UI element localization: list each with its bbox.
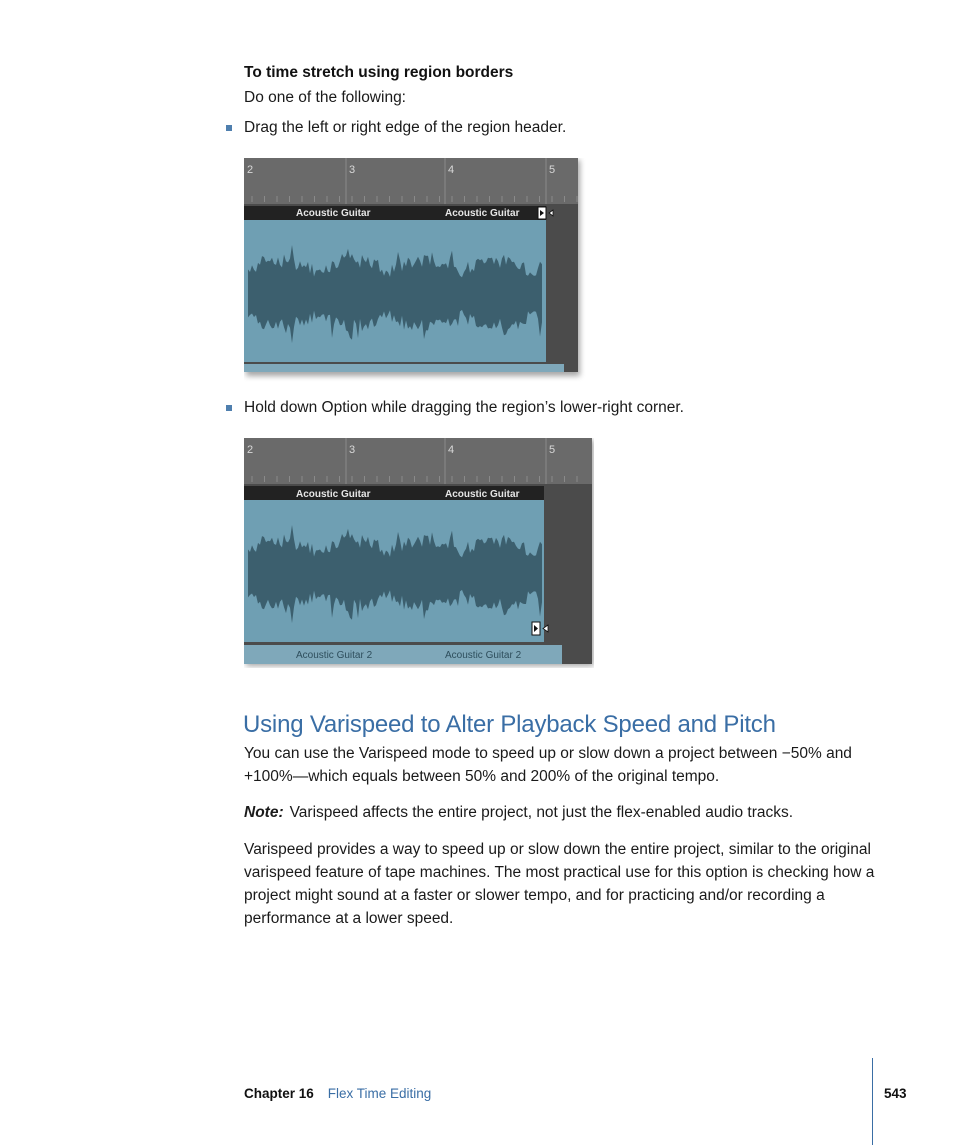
procedure-title: To time stretch using region borders bbox=[244, 64, 514, 81]
bullet-text: Hold down Option while dragging the region’s lower-right corner. bbox=[244, 399, 684, 416]
body-paragraph: Varispeed provides a way to speed up or slow down the entire project, similar to the original varispeed feature of tape machines. The most practical use for this option is checking how a project might sound at a faster or slower tempo, and for practicing and/or recording a performance at a lower speed. bbox=[244, 841, 875, 927]
ruler-mark: 5 bbox=[549, 444, 556, 456]
section-heading: Using Varispeed to Alter Playback Speed and Pitch bbox=[243, 711, 776, 738]
ruler-mark: 4 bbox=[448, 444, 455, 456]
chapter-number: Chapter 16 bbox=[244, 1086, 314, 1101]
bullet-square-icon bbox=[226, 125, 232, 131]
region-label: Acoustic Guitar bbox=[445, 208, 520, 219]
page-number: 543 bbox=[884, 1086, 907, 1101]
screenshot-drag-region-edge bbox=[244, 158, 594, 388]
region-label: Acoustic Guitar bbox=[296, 208, 371, 219]
ruler-mark: 2 bbox=[247, 164, 254, 176]
ruler-mark: 3 bbox=[349, 444, 356, 456]
footer-chapter bbox=[244, 1086, 431, 1101]
note-label: Note: bbox=[244, 804, 284, 821]
note bbox=[244, 801, 793, 824]
chapter-title-link[interactable]: Flex Time Editing bbox=[327, 1086, 432, 1101]
screenshot-option-drag-corner bbox=[244, 438, 594, 668]
region-label: Acoustic Guitar 2 bbox=[445, 650, 522, 661]
note-text: Varispeed affects the entire project, not just the flex-enabled audio tracks. bbox=[289, 804, 794, 821]
footer-divider bbox=[872, 1058, 873, 1145]
region-label: Acoustic Guitar bbox=[445, 489, 520, 500]
bullet-square-icon bbox=[226, 405, 232, 411]
ruler-mark: 5 bbox=[549, 164, 556, 176]
bullet-text: Drag the left or right edge of the region header. bbox=[244, 119, 567, 136]
ruler-mark: 4 bbox=[448, 164, 455, 176]
region-label: Acoustic Guitar 2 bbox=[296, 650, 373, 661]
ruler-mark: 2 bbox=[247, 444, 254, 456]
ruler-mark: 3 bbox=[349, 164, 356, 176]
body-paragraph: You can use the Varispeed mode to speed up or slow down a project between −50% and +100%—which equals between 50% and 200% of the original tempo. bbox=[244, 745, 852, 785]
procedure-intro: Do one of the following: bbox=[244, 89, 406, 106]
region-label: Acoustic Guitar bbox=[296, 489, 371, 500]
